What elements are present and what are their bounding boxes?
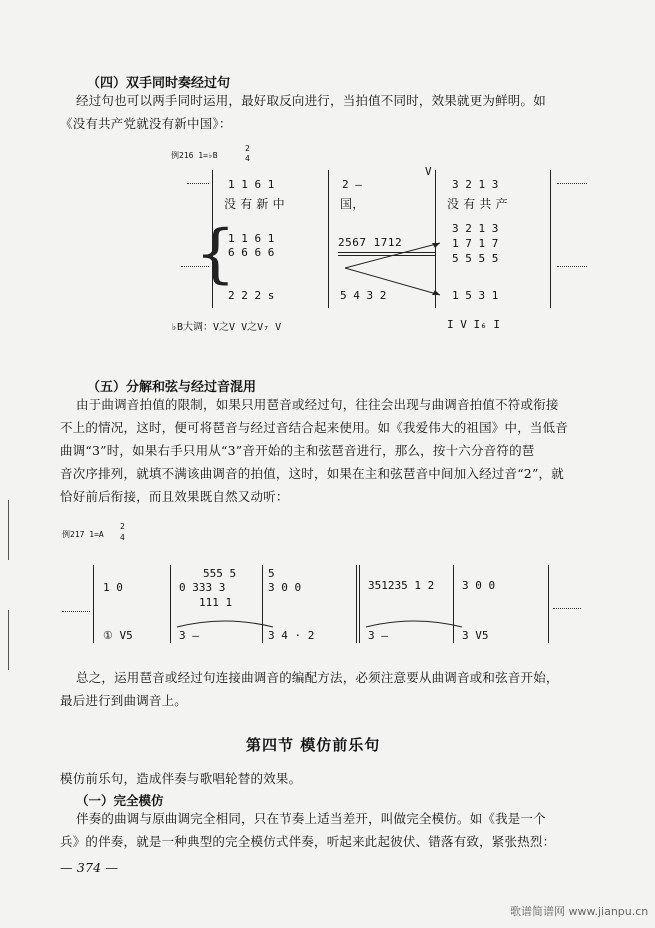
example-216-ts-top: 2 xyxy=(245,144,250,153)
lyrics-measure-3: 没 有 共 产 xyxy=(447,197,508,211)
system-end-bar xyxy=(548,565,549,643)
breath-mark: V xyxy=(425,165,432,178)
subsection-heading-5: （五）分解和弦与经过音混用 xyxy=(87,380,257,395)
example-217-ts-bottom: 4 xyxy=(120,533,125,542)
score-217-m5-top: 3 0 0 xyxy=(462,579,496,592)
melody-measure-2: 2 — xyxy=(342,178,362,191)
score-217-m2-top: 555 5 xyxy=(203,567,237,580)
paragraph-2-line-1: 由于曲调音拍值的限制，如果只用琶音或经过句，往往会出现与曲调音拍值不符或衔接 xyxy=(76,397,559,412)
paragraph-5-line-1: 伴奏的曲调与原曲调完全相同，只在节奏上适当差开，叫做完全模仿。如《我是一个 xyxy=(76,811,546,826)
trail-dots xyxy=(553,608,581,609)
score-217-m2-low: 111 1 xyxy=(199,596,233,609)
paragraph-3-line-1: 总之，运用琶音或经过句连接曲调音的编配方法，必须注意要从曲调音或和弦音开始， xyxy=(76,670,559,685)
paragraph-2-line-3: 曲调“3”时，如果右手只用从“3”音开始的主和弦琶音进行，那么，按十六分音符的琶 xyxy=(60,443,535,458)
page-number: — 374 — xyxy=(60,860,119,875)
harmony-analysis-left: ♭B大调：V之V V之V₇ V xyxy=(171,322,282,333)
melody-measure-3: 3 2 1 3 xyxy=(452,178,499,191)
rh-measure-3-top: 3 2 1 3 xyxy=(452,222,499,235)
bass-measure-2: 5 4 3 2 xyxy=(340,289,387,302)
score-217-m1-top: 1 0 xyxy=(103,581,123,594)
example-216-ts-bottom: 4 xyxy=(245,154,250,163)
tie-arc xyxy=(175,617,275,629)
paragraph-2-line-5: 恰好前后衔接，而且效果既自然又动听： xyxy=(60,489,289,504)
paragraph-5-line-2: 兵》的伴奏，就是一种典型的完全模仿式伴奏，听起来此起彼伏、错落有致，紧张热烈： xyxy=(60,834,556,849)
score-217-m2-mid: 0 333 3 xyxy=(179,581,226,594)
bass-measure-1: 2 2 2 s xyxy=(228,289,275,302)
example-216-label: 例216 1=♭B xyxy=(171,151,218,160)
lyrics-measure-2: 国， xyxy=(340,197,365,211)
score-217-bass-m4: 3 — xyxy=(368,629,388,642)
system-start-bar xyxy=(93,565,94,643)
score-217-bass-m5: 3 V5 xyxy=(462,629,489,642)
rh-measure-3-bottom: 5 5 5 5 xyxy=(452,252,499,265)
score-217-m4-top: 351235 1 2 xyxy=(368,579,435,592)
rh-measure-2-run: 2567 1712 xyxy=(338,236,403,249)
barline xyxy=(359,565,360,643)
barline xyxy=(356,565,357,643)
watermark: 歌谱简谱网 www.jianpu.cn xyxy=(510,905,649,918)
barline xyxy=(170,565,171,643)
score-217-bass-m3: 3 4 · 2 xyxy=(268,629,315,642)
harmony-analysis-right: I V I₆ I xyxy=(447,318,500,331)
paragraph-1-line-2: 《没有共产党就没有新中国》： xyxy=(60,116,232,131)
lead-dots xyxy=(187,183,209,184)
barline xyxy=(328,170,329,308)
score-217-bass-m2: 3 — xyxy=(179,629,199,642)
scan-edge-mark xyxy=(8,610,9,670)
score-217-m3-top: 5 xyxy=(268,567,275,580)
paragraph-1-line-1: 经过句也可以两手同时运用，最好取反向进行，当拍值不同时，效果就更为鲜明。如 xyxy=(76,93,546,108)
piano-brace: { xyxy=(195,217,236,291)
lead-dots xyxy=(62,611,90,612)
tie-arc xyxy=(364,617,464,629)
score-217-m3-mid: 3 0 0 xyxy=(268,581,302,594)
system-end-bar xyxy=(550,170,551,308)
section-title: 第四节 模仿前乐句 xyxy=(246,736,381,754)
scan-edge-mark xyxy=(8,500,9,560)
rh-measure-1-bottom: 6 6 6 6 xyxy=(228,246,275,259)
subsection-heading-a: （一）完全模仿 xyxy=(76,793,164,808)
example-217-label: 例217 1=A xyxy=(62,530,104,539)
example-217-ts-top: 2 xyxy=(120,522,125,531)
rh-measure-1-top: 1 1 6 1 xyxy=(228,232,275,245)
rh-measure-3-mid: 1 7 1 7 xyxy=(452,237,499,250)
barline xyxy=(453,565,454,643)
barline xyxy=(262,565,263,643)
bass-measure-3: 1 5 3 1 xyxy=(452,289,499,302)
paragraph-3-line-2: 最后进行到曲调音上。 xyxy=(60,693,188,708)
score-217-bass-m1: ① V5 xyxy=(103,629,133,642)
subsection-heading-4: （四）双手同时奏经过句 xyxy=(87,76,231,91)
melody-measure-1: 1 1 6 1 xyxy=(228,178,275,191)
paragraph-4-line-1: 模仿前乐句，造成伴奏与歌唱轮替的效果。 xyxy=(60,771,302,786)
paragraph-2-line-4: 音次序排列，就填不满该曲调音的拍值，这时，如果在主和弦琶音中间加入经过音“2”，就 xyxy=(60,466,564,481)
paragraph-2-line-2: 不上的情况，这时，便可将琶音与经过音结合起来使用。如《我爱伟大的祖国》中，当低音 xyxy=(60,420,569,435)
trail-dots xyxy=(557,266,587,267)
trail-dots xyxy=(557,183,587,184)
lyrics-measure-1: 没 有 新 中 xyxy=(224,197,285,211)
